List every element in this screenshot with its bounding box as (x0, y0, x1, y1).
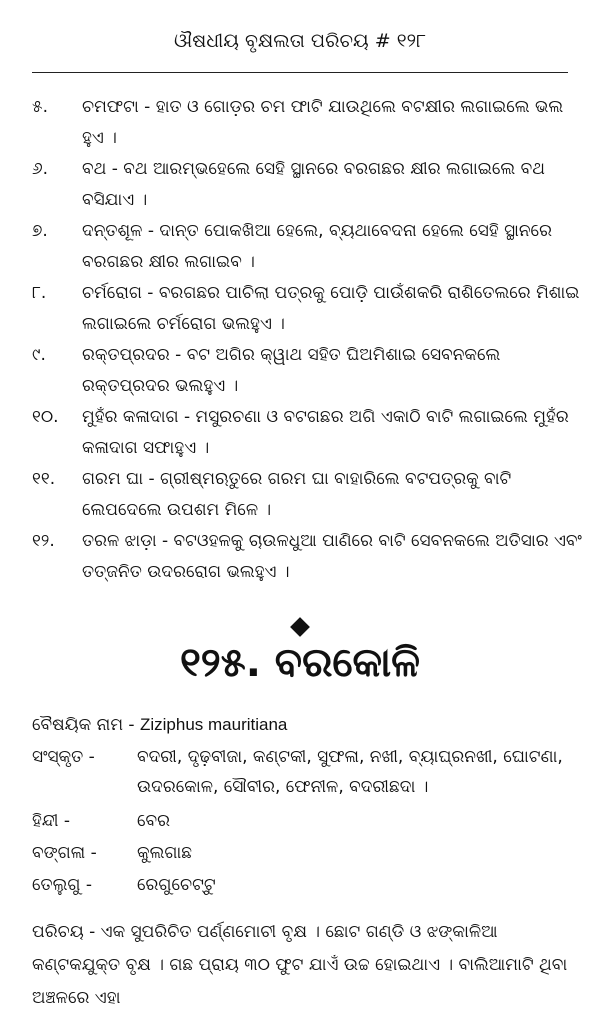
item-text: ଚର୍ମରୋଗ - ବରଗଛର ପାଚିଲା ପତ୍ରକୁ ପୋଡ଼ି ପାଉଁଶକରି ରାଶିତେଲରେ ମିଶାଇ ଲଗାଇଲେ ଚର୍ମରୋଗ ଭଲହୁଏ । (82, 283, 580, 334)
item-number: ୮. (32, 283, 47, 303)
language-label: ବଙ୍ଗଳା - (32, 843, 97, 863)
item-number: ୧୦. (32, 407, 59, 427)
language-value: ବେର (137, 811, 170, 831)
scientific-name: Ziziphus mauritiana (139, 715, 288, 734)
item-number: ୯. (32, 345, 46, 365)
item-text: ଗରମ ଘା - ଗ୍ରୀଷ୍ମଋତୁରେ ଗରମ ଘା ବାହାରିଲେ ବଟପତ୍ରକୁ ବାଟି ଲେପଦେଲେ ଉପଶମ ମିଳେ । (82, 469, 512, 520)
language-label: ହିନ୍ଦୀ - (32, 811, 70, 831)
header-rule (32, 72, 568, 73)
language-label: ତେଲୁଗୁ - (32, 875, 93, 895)
item-text: ତରଳ ଝାଡ଼ା - ବଟଓହଳକୁ ଚାଉଳଧୁଆ ପାଣିରେ ବାଟି ସେବନକଲେ ଅତିସାର ଏବଂ ତତ୍‌ଜନିତ ଉଦରରୋଗ ଭଲହୁଏ । (82, 531, 582, 582)
diamond-ornament-icon (290, 617, 310, 637)
scientific-name-label: ବୈଷୟିକ ନାମ - (32, 715, 140, 735)
item-number: ୫. (32, 97, 49, 117)
item-text: ଚମଫଟା - ହାତ ଓ ଗୋଡ଼ର ଚମ ଫାଟି ଯାଉଥିଲେ ବଟକ୍ଷୀର ଲଗାଇଲେ ଭଲ ହୁଏ । (82, 97, 564, 148)
running-header: ଔଷଧୀୟ ବୃକ୍ଷଲତା ପରିଚୟ # ୧୨୮ (173, 30, 427, 52)
item-number: ୭. (32, 221, 48, 241)
language-value: କୁଲଗାଛ (137, 843, 193, 863)
language-label: ସଂସ୍କୃତ - (32, 747, 95, 767)
item-number: ୧୨. (32, 531, 55, 551)
language-value: ବଦରୀ, ଦୃଢ଼ବୀଜା, କଣ୍ଟକୀ, ସୁଫଳା, ନଖୀ, ବ୍ୟାଘ୍ରନଖୀ, ଘୋଟଣା, ଉଦରକୋଳ, ସୌବୀର, ଫେନୀଳ, ବଦରୀଛଦା । (137, 747, 563, 797)
item-number: ୬. (32, 159, 49, 179)
item-text: ବଥ - ବଥ ଆରମ୍ଭହେଲେ ସେହି ସ୍ଥାନରେ ବରଗଛର କ୍ଷୀର ଲଗାଇଲେ ବଥ ବସିଯାଏ । (82, 159, 545, 210)
item-number: ୧୧. (32, 469, 56, 489)
language-value: ରେଗୁଚେଟ୍ଟୁ (137, 875, 216, 895)
item-text: ମୁହଁର କଳାଦାଗ - ମସୁରଚଣା ଓ ବଟଗଛର ଅଗି ଏକାଠି ବାଟି ଲଗାଇଲେ ମୁହଁର କଳାଦାଗ ସଫାହୁଏ । (82, 407, 569, 458)
item-text: ଦନ୍ତଶୂଳ - ଦାନ୍ତ ପୋକଖିଆ ହେଲେ, ବ୍ୟଥାବେଦନା ହେଲେ ସେହି ସ୍ଥାନରେ ବରଗଛର କ୍ଷୀର ଲଗାଇବ । (82, 221, 552, 272)
item-text: ରକ୍ତପ୍ରଦର - ବଟ ଅଗିର କ୍ୱାଥ ସହିତ ଘିଅମିଶାଇ ସେବନକଲେ ରକ୍ତପ୍ରଦର ଭଲହୁଏ । (82, 345, 501, 396)
scientific-name-line (32, 710, 287, 740)
intro-paragraph: ପରିଚୟ - ଏକ ସୁପରିଚିତ ପର୍ଣ୍ଣମୋଚୀ ବୃକ୍ଷ । ଛୋଟ ଗଣ୍ଡି ଓ ଝଙ୍କାଳିଆ କଣ୍ଟକଯୁକ୍ତ ବୃକ୍ଷ । ଗଛ ପ୍ରାୟ ୩୦ ଫୁଟ ଯାଏଁ ଉଚ୍ଚ ହୋଇଥାଏ । ବାଲିଆମାଟି ଥିବା ଅଞ୍ଚଳରେ ଏହା (32, 922, 568, 1008)
section-title: ୧୨୫. ବରକୋଳି (179, 640, 421, 686)
